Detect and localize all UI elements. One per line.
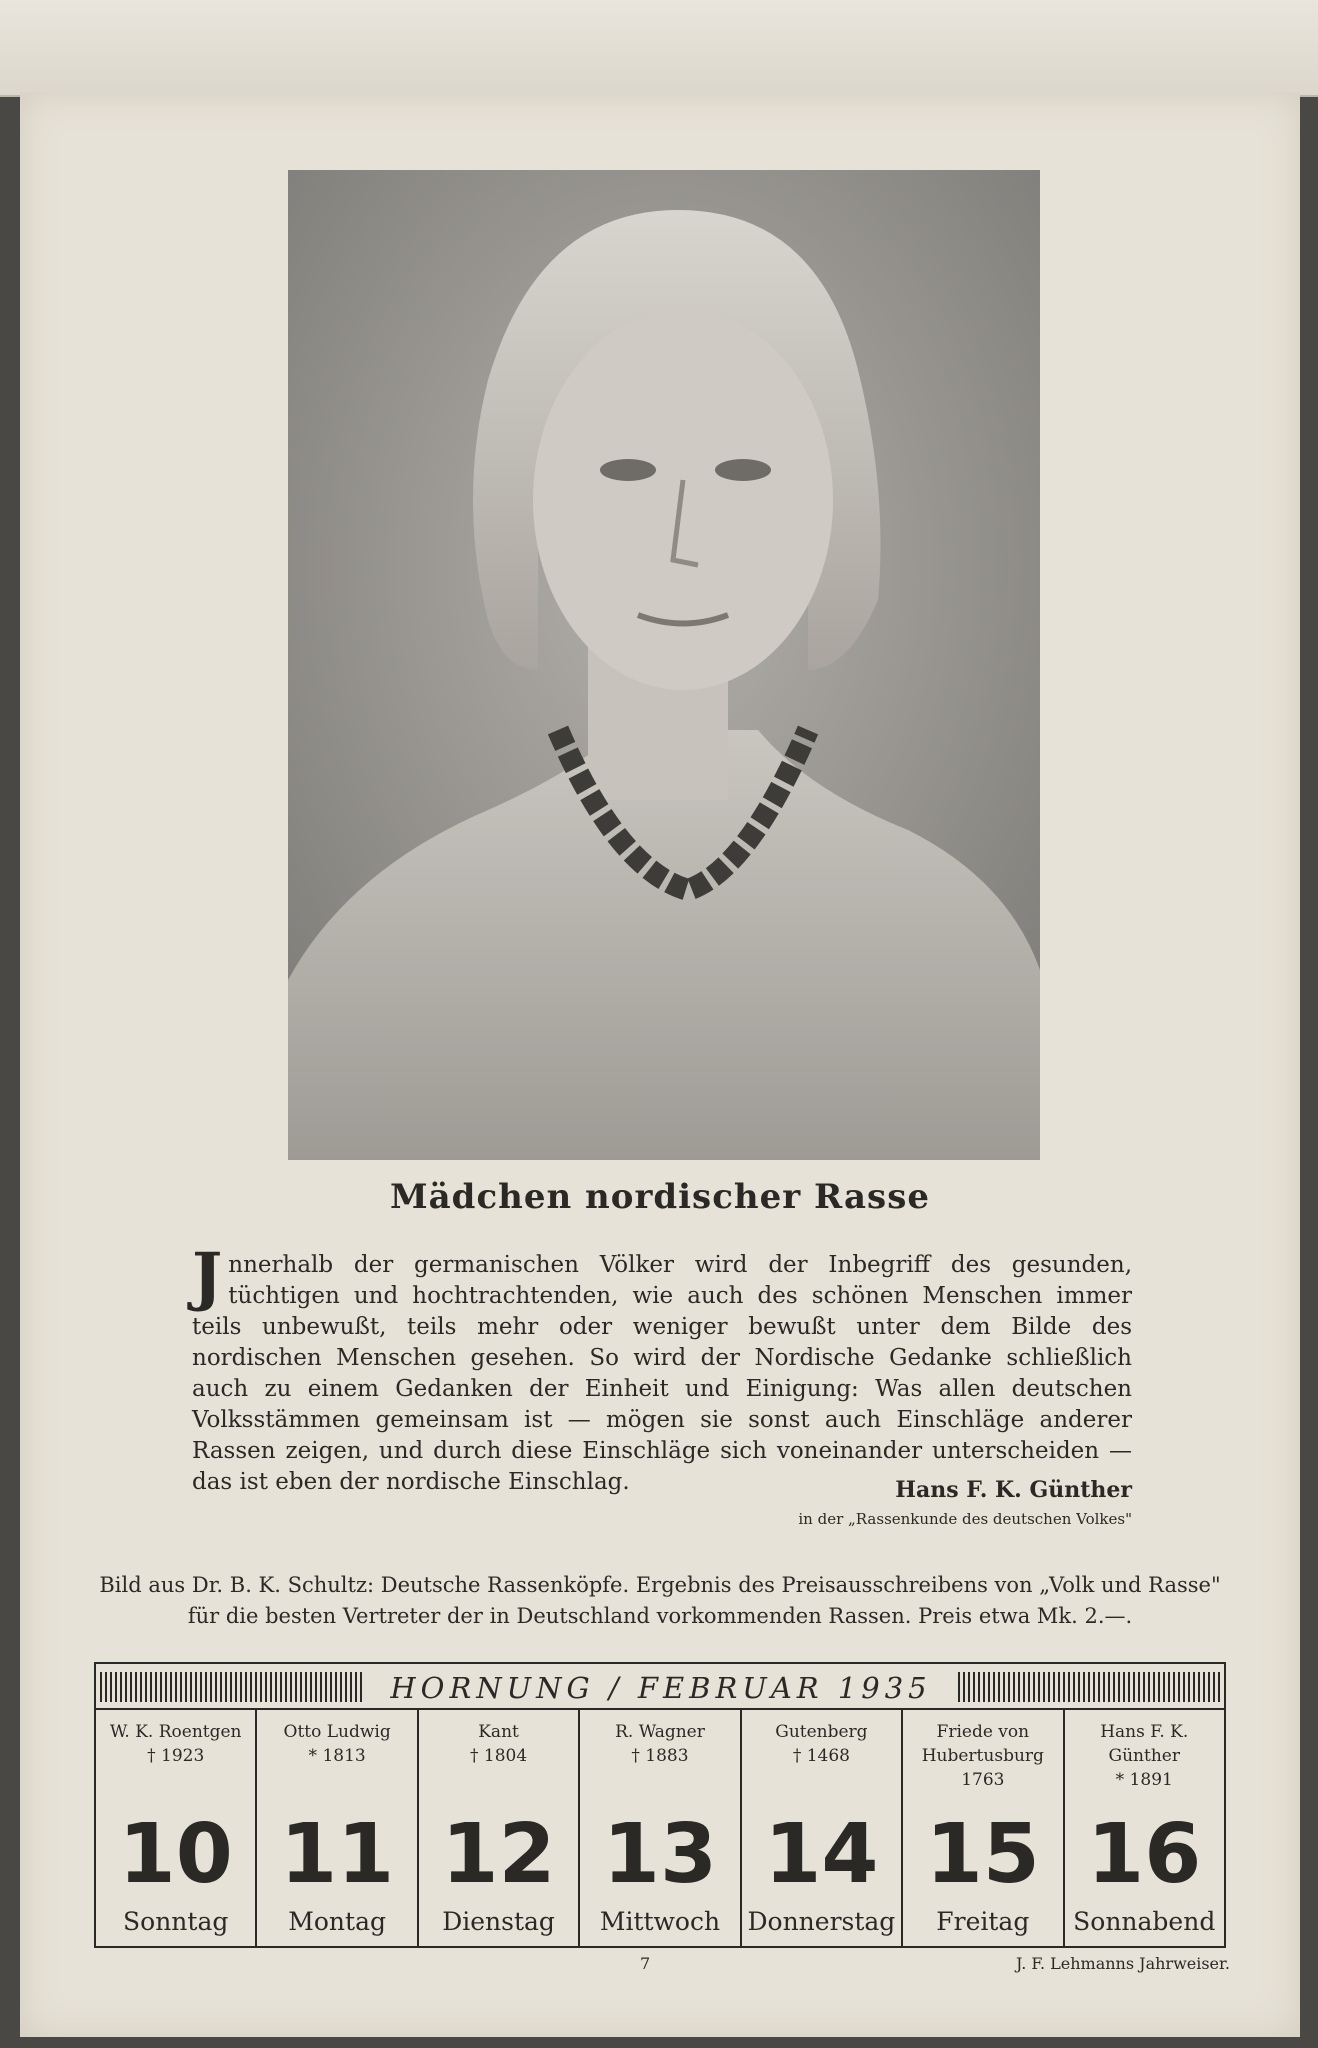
quote-text bbox=[192, 1239, 1132, 1498]
quote-source: in der „Rassenkunde des deutschen Volkes" bbox=[798, 1510, 1132, 1528]
portrait-image bbox=[288, 170, 1040, 1160]
day-name: Donnerstag bbox=[747, 1907, 896, 1936]
page-number: 7 bbox=[640, 1954, 651, 1973]
day-number: 13 bbox=[602, 1807, 718, 1902]
publisher-label: J. F. Lehmanns Jahrweiser. bbox=[1016, 1954, 1230, 1973]
quote-body: nnerhalb der germanischen Völker wird der Inbegriff des gesunden, tüchtigen und hochtrachtenden, wie auch des schönen Menschen immer teils unbewußt, teils mehr oder weniger bewußt unter dem Bilde des nordischen Menschen gesehen. So wird der Nordische Gedanke schließlich auch zu einem Gedanken der Einheit und Einigung: Was allen deutschen Volksstämmen gemeinsam ist — mögen sie sonst auch Einschläge anderer Rassen zeigen, und durch diese Einschläge sich voneinander unterscheiden — das ist eben der nordische Einschlag. bbox=[192, 1252, 1132, 1495]
day-cell bbox=[419, 1710, 580, 1946]
day-number: 11 bbox=[280, 1807, 395, 1902]
days-row bbox=[94, 1710, 1226, 1948]
day-name: Sonntag bbox=[123, 1907, 229, 1936]
calendar-binding bbox=[0, 0, 1318, 97]
day-name: Dienstag bbox=[442, 1907, 555, 1936]
month-label: HORNUNG / FEBRUAR 1935 bbox=[390, 1671, 932, 1705]
day-name: Montag bbox=[288, 1907, 386, 1936]
month-header bbox=[94, 1662, 1226, 1710]
day-number: 15 bbox=[925, 1807, 1040, 1902]
day-cell bbox=[96, 1710, 257, 1946]
day-event: Gutenberg † 1468 bbox=[775, 1722, 868, 1766]
page-title: Mädchen nordischer Rasse bbox=[390, 1177, 930, 1217]
image-credit: Bild aus Dr. B. K. Schultz: Deutsche Rassenköpfe. Ergebnis des Preisausschreibens von „Volk und Rasse" für die besten Vertreter der in Deutschland vorkommenden Rassen. Preis etwa Mk. 2.—. bbox=[99, 1573, 1221, 1628]
decorative-stripes-right bbox=[958, 1672, 1220, 1702]
week-calendar bbox=[94, 1662, 1226, 1948]
day-event: R. Wagner † 1883 bbox=[615, 1722, 705, 1766]
day-cell bbox=[903, 1710, 1064, 1946]
day-event: Hans F. K. Günther * 1891 bbox=[1100, 1722, 1189, 1790]
day-name: Freitag bbox=[936, 1907, 1030, 1936]
day-event: Kant † 1804 bbox=[469, 1722, 528, 1766]
portrait-photo bbox=[288, 170, 1040, 1160]
day-number: 14 bbox=[764, 1807, 879, 1902]
quote-author: Hans F. K. Günther bbox=[895, 1477, 1132, 1503]
day-event: Otto Ludwig * 1813 bbox=[283, 1722, 391, 1766]
calendar-page bbox=[20, 92, 1300, 2037]
day-number: 10 bbox=[118, 1807, 233, 1902]
decorative-stripes-left bbox=[100, 1672, 362, 1702]
day-number: 12 bbox=[441, 1807, 556, 1902]
day-name: Mittwoch bbox=[599, 1907, 721, 1936]
day-cell bbox=[580, 1710, 741, 1946]
day-cell bbox=[742, 1710, 903, 1946]
day-name: Sonnabend bbox=[1073, 1907, 1216, 1936]
day-number: 16 bbox=[1087, 1807, 1202, 1902]
day-event: Friede von Hubertusburg 1763 bbox=[921, 1722, 1044, 1790]
day-event: W. K. Roentgen † 1923 bbox=[109, 1722, 242, 1766]
dropcap: J bbox=[192, 1239, 223, 1314]
day-cell bbox=[257, 1710, 418, 1946]
day-cell bbox=[1065, 1710, 1224, 1946]
